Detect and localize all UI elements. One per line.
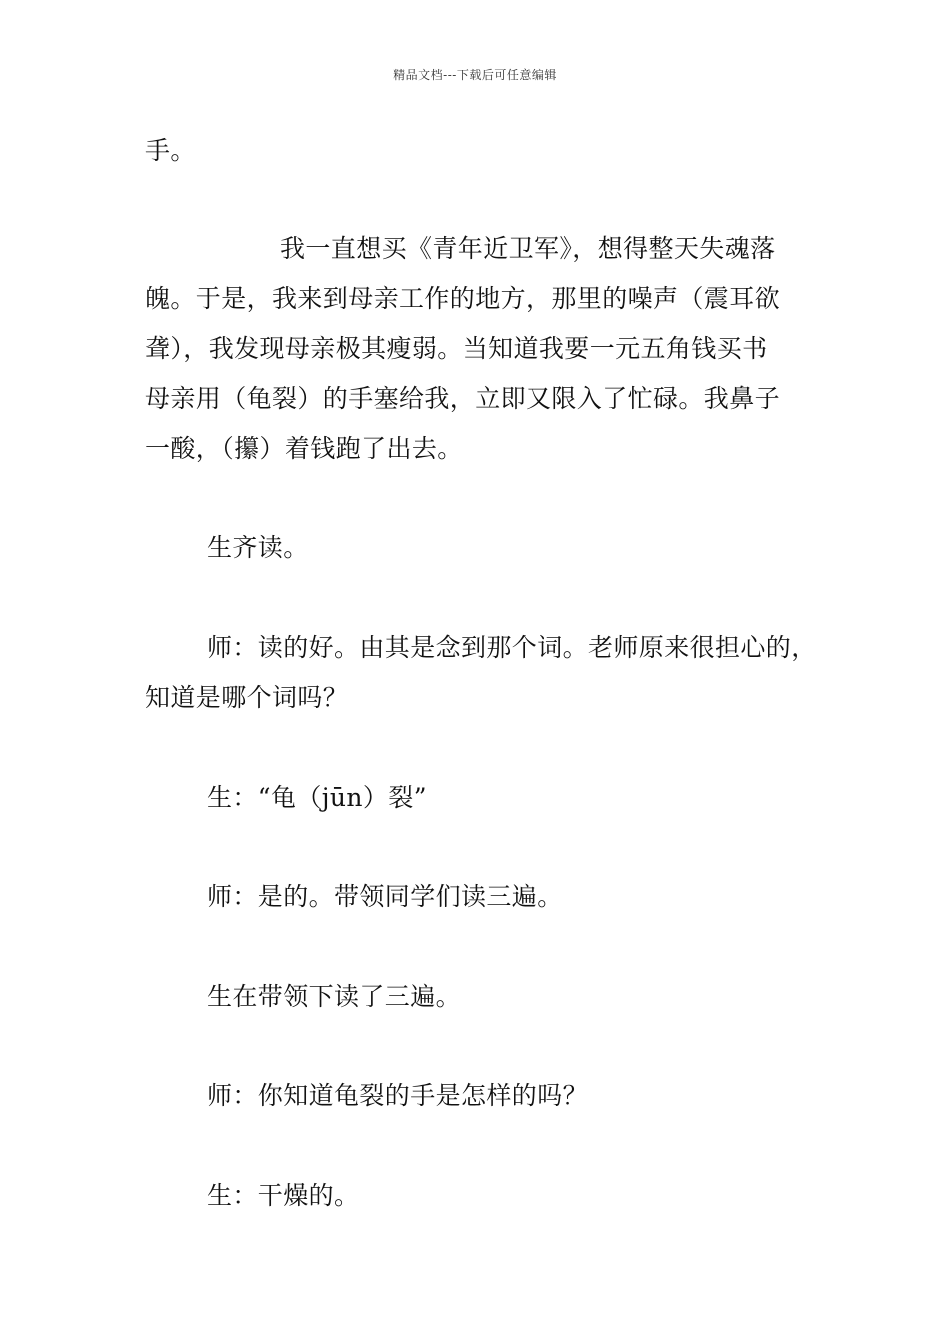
text-line: 聋），我发现母亲极其瘦弱。当知道我要一元五角钱买书 (145, 334, 768, 363)
text-line: 母亲用（龟裂）的手塞给我，立即又限入了忙碌。我鼻子 (145, 384, 781, 413)
text-line: 生在带领下读了三遍。 (207, 982, 462, 1011)
text-line: 手。 (145, 136, 196, 165)
text-line: 生：干燥的。 (207, 1181, 360, 1210)
text-line: 一酸，（攥）着钱跑了出去。 (145, 434, 463, 463)
text-line: 师：读的好。由其是念到那个词。老师原来很担心的， (207, 633, 817, 662)
text-line: 生齐读。 (207, 533, 309, 562)
text-line: 知道是哪个词吗？ (145, 683, 349, 712)
text-line: 师：你知道龟裂的手是怎样的吗？ (207, 1081, 589, 1110)
text-line: 师：是的。带领同学们读三遍。 (207, 882, 563, 911)
page-header: 精品文档---下载后可任意编辑 (393, 68, 557, 82)
text-line: 生：“龟（jūn）裂” (207, 783, 427, 812)
text-line: 魄。于是，我来到母亲工作的地方，那里的噪声（震耳欲 (145, 284, 781, 313)
text-line: 我一直想买《青年近卫军》，想得整天失魂落 (280, 234, 776, 263)
